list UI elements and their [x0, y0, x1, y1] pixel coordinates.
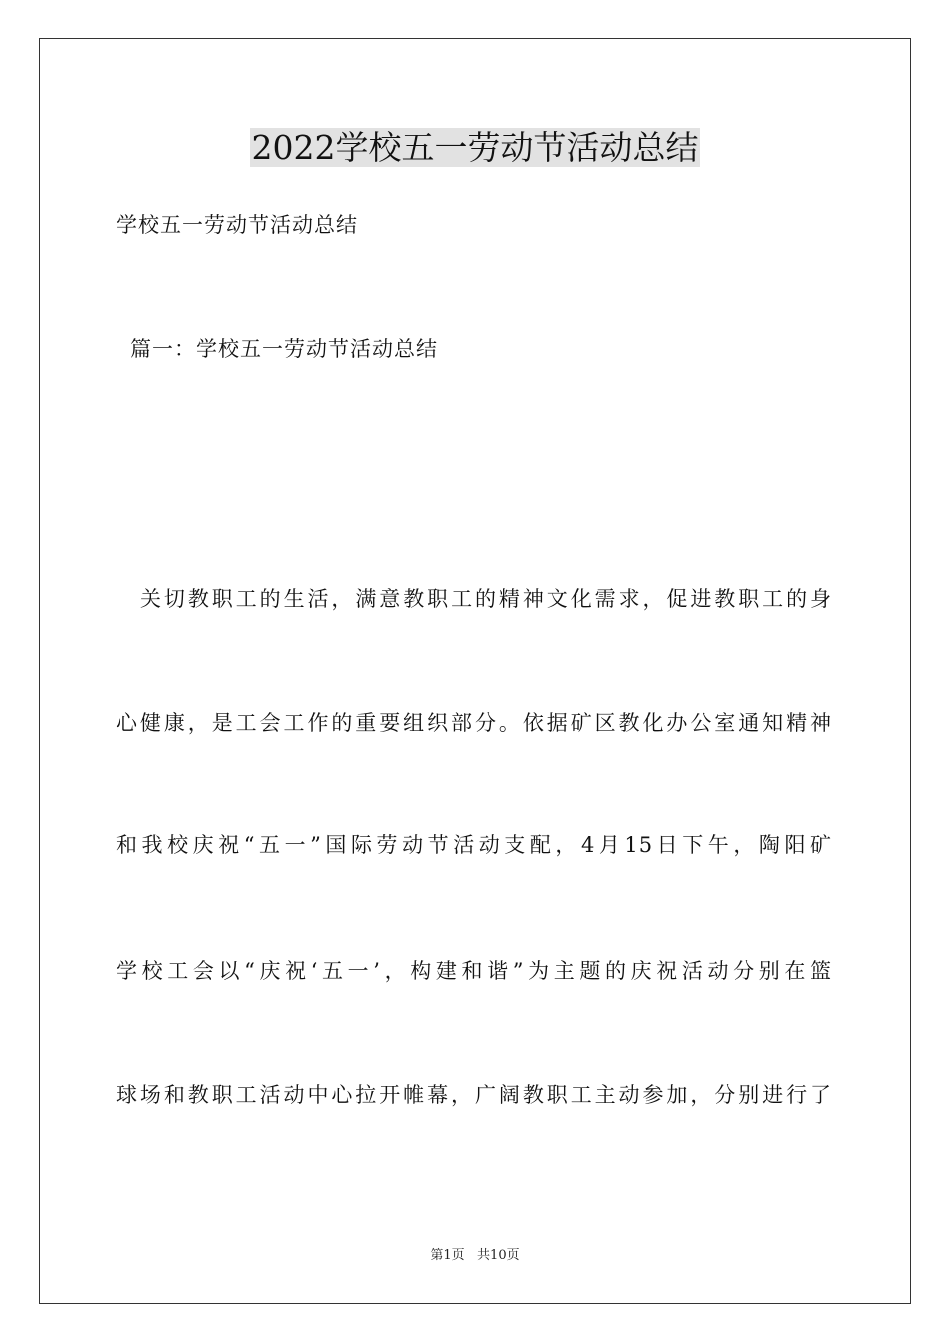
document-title [0, 126, 950, 170]
body-line-5: 球场和教职工活动中心拉开帷幕，广阔教职工主动参加，分别进行了 [116, 1083, 832, 1107]
body-line-4: 学校工会以“庆祝‘五一’，构建和谐”为主题的庆祝活动分别在篮 [116, 959, 832, 983]
document-title-text: 2022学校五一劳动节活动总结 [251, 128, 699, 167]
body-line-1: 关切教职工的生活，满意教职工的精神文化需求，促进教职工的身 [140, 587, 832, 611]
document-subtitle: 学校五一劳动节活动总结 [116, 213, 358, 237]
body-line-3: 和我校庆祝“五一”国际劳动节活动支配，4月15日下午，陶阳矿 [116, 833, 832, 857]
body-line-2: 心健康，是工会工作的重要组织部分。依据矿区教化办公室通知精神 [116, 711, 832, 735]
page-number-footer: 第1页 共10页 [430, 1248, 520, 1263]
section-heading: 篇一：学校五一劳动节活动总结 [130, 337, 438, 361]
